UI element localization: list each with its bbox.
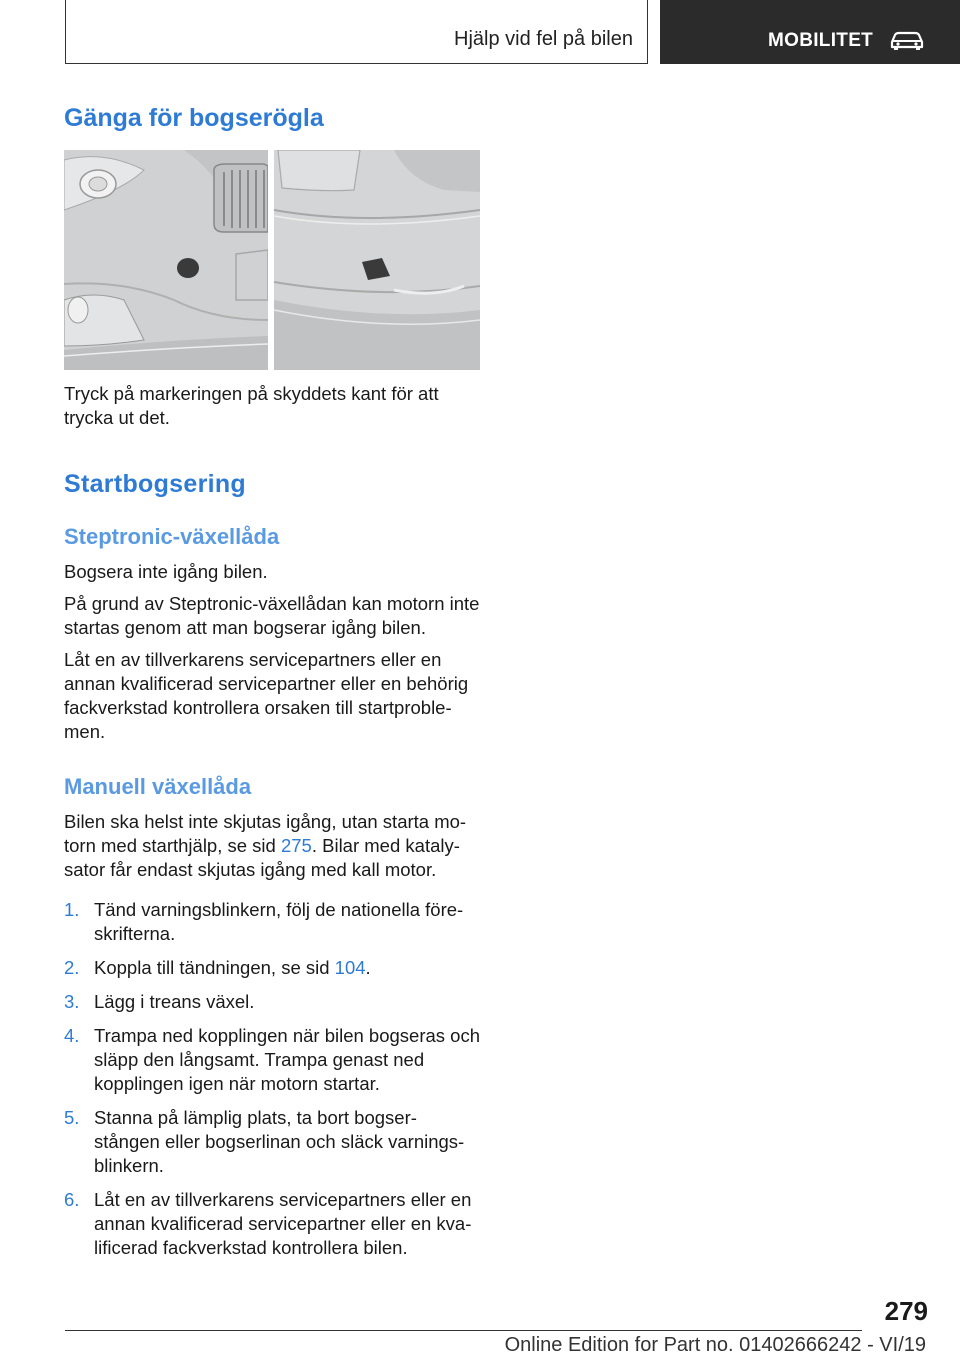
- list-item: [64, 956, 484, 980]
- step-text-after: .: [365, 957, 371, 978]
- step-text: Koppla till tändningen, se sid: [94, 957, 335, 978]
- section-title-tow-eye-thread: Gänga för bogserögla: [64, 104, 324, 132]
- header-chapter-tab: [660, 0, 960, 64]
- header-chapter-label: MOBILITET: [768, 30, 874, 51]
- step-number: 1.: [64, 899, 80, 920]
- list-item: [64, 1106, 484, 1178]
- step-number: 2.: [64, 957, 80, 978]
- page-number: 279: [884, 1296, 928, 1326]
- footer-edition: Online Edition for Part no. 01402666242 - VI/19: [504, 1334, 926, 1356]
- figure-caption: Tryck på markeringen på skyddets kant för att trycka ut det.: [64, 383, 439, 428]
- section-title-jump-start-towing: Startbogsering: [64, 470, 246, 498]
- step-text: Trampa ned kopplingen när bilen bogseras och släpp den långsamt. Trampa genast ned kopplingen igen när motorn startar.: [94, 1025, 481, 1094]
- list-item: [64, 1024, 484, 1096]
- manual-paragraph-text-after: . Bilar med kataly‐ sator får endast skjutas igång med kall motor.: [64, 835, 460, 880]
- bumper-cover-drawing: [64, 150, 480, 370]
- car-icon: [889, 28, 925, 50]
- step-number: 6.: [64, 1189, 80, 1210]
- towing-steps-list: [64, 898, 484, 1270]
- step-number: 5.: [64, 1107, 80, 1128]
- header-section-title: Hjälp vid fel på bilen: [454, 28, 633, 50]
- page-link-275[interactable]: 275: [280, 835, 312, 856]
- step-text: Lägg i treans växel.: [94, 991, 255, 1012]
- steptronic-paragraph-2: På grund av Steptronic-växellådan kan motorn inte startas genom att man bogserar igång bilen.: [64, 593, 480, 638]
- subsection-title-steptronic: Steptronic-växellåda: [64, 524, 280, 549]
- footer-divider: [65, 1330, 862, 1331]
- steptronic-paragraph-1: Bogsera inte igång bilen.: [64, 561, 268, 582]
- manual-paragraph-text-before: Bilen ska helst inte skjutas igång, utan starta mo‐ torn med starthjälp, se sid: [64, 811, 467, 856]
- step-number: 3.: [64, 991, 80, 1012]
- list-item: [64, 990, 484, 1014]
- subsection-title-manual: Manuell växellåda: [64, 774, 252, 799]
- step-text: Stanna på lämplig plats, ta bort bogser‐ stången eller bogserlinan och släck varnings‐ blinkern.: [94, 1107, 465, 1176]
- step-text: Låt en av tillverkarens servicepartners eller en annan kvalificerad servicepartner eller en kva‐ lificerad fackverkstad kontrollera bilen.: [94, 1189, 472, 1258]
- list-item: [64, 898, 484, 946]
- step-number: 4.: [64, 1025, 80, 1046]
- step-text: Tänd varningsblinkern, följ de nationella före‐ skrifterna.: [94, 899, 464, 944]
- header-section-box: [65, 0, 648, 64]
- page-link-104[interactable]: 104: [334, 957, 366, 978]
- list-item: [64, 1188, 484, 1260]
- steptronic-paragraph-3: Låt en av tillverkarens servicepartners eller en annan kvalificerad servicepartner eller en behörig fackverkstad kontrollera orsaken till startproble‐ men.: [64, 649, 469, 742]
- manual-paragraph-1: [64, 810, 484, 882]
- bumper-cover-illustration: [64, 150, 480, 370]
